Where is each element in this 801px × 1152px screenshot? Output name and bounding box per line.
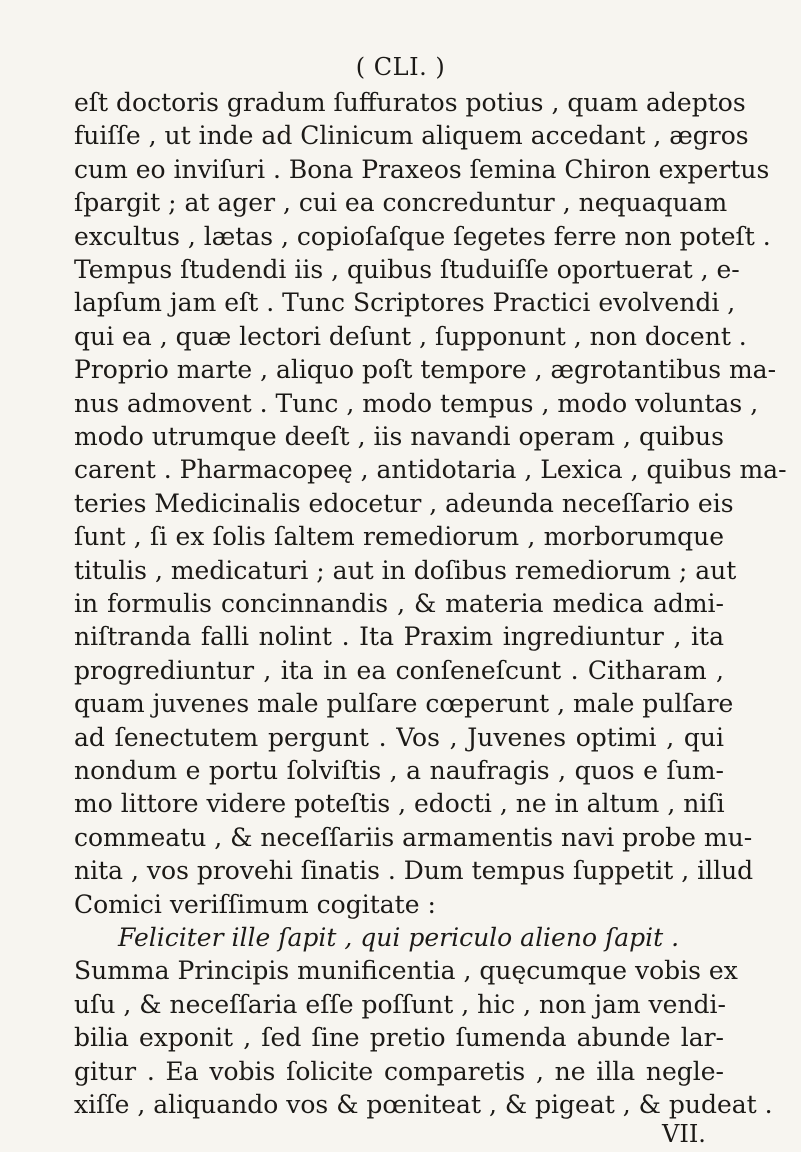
text-line: uſu , & neceſſaria eſſe poſſunt , hic , non jam vendi- (74, 989, 727, 1019)
text-line: ſpargit ; at ager , cui ea concreduntur , nequaquam (74, 188, 728, 218)
text-line: cum eo inviſuri . Bona Praxeos ſemina Chiron expertus (74, 154, 770, 184)
quotation-line: Feliciter ille ſapit , qui periculo alieno ſapit . (118, 923, 680, 952)
text-line: xiſſe , aliquando vos & pœniteat , & pigeat , & pudeat . (74, 1090, 773, 1119)
text-line: commeatu , & neceſſariis armamentis navi probe mu- (74, 822, 753, 852)
text-line: modo utrumque deeſt , iis navandi operam , quibus (74, 422, 724, 451)
text-line: gitur . Ea vobis ſolicite comparetis , ne illa negle- (74, 1056, 724, 1086)
text-line: in formulis concinnandis , & materia medica admi- (74, 589, 724, 618)
text-line: bilia exponit , ſed ſine pretio ſumenda abunde lar- (74, 1023, 724, 1053)
text-line: niſtranda falli nolint . Ita Praxim ingrediuntur , ita (74, 622, 724, 652)
text-line: progrediuntur , ita in ea conſeneſcunt . Citharam , (74, 655, 724, 685)
catchword: VII. (662, 1120, 706, 1149)
text-line: Summa Principis munificentia , quęcumque vobis ex (74, 956, 738, 986)
text-line: eſt doctoris gradum ſuffuratos potius , quam adeptos (74, 88, 746, 117)
text-line: mo littore videre poteſtis , edocti , ne in altum , niſi (74, 789, 725, 819)
text-line: teries Medicinalis edocetur , adeunda neceſſario eis (74, 488, 734, 518)
text-line: carent . Pharmacopeę , antidotaria , Lexica , quibus ma- (74, 455, 787, 485)
text-line: excultus , lætas , copioſaſque ſegetes ferre non poteſt . (74, 221, 771, 251)
text-line: Tempus ſtudendi iis , quibus ſtuduiſſe oportuerat , e- (74, 255, 740, 284)
text-line: ad ſenectutem pergunt . Vos , Juvenes optimi , qui (74, 722, 724, 752)
text-line: titulis , medicaturi ; aut in doſibus remediorum ; aut (74, 555, 737, 585)
page-number-header: ( CLI. ) (355, 53, 446, 81)
text-line: Comici veriſſimum cogitate : (74, 889, 436, 919)
text-line: nus admovent . Tunc , modo tempus , modo voluntas , (74, 388, 759, 418)
text-line: ſunt , ſi ex ſolis ſaltem remediorum , morborumque (74, 522, 724, 552)
text-line: nita , vos provehi ſinatis . Dum tempus ſuppetit , illud (74, 856, 754, 886)
text-line: quam juvenes male pulſare cœperunt , male pulſare (74, 689, 734, 719)
text-line: qui ea , quæ lectori deſunt , ſupponunt , non docent . (74, 321, 747, 351)
text-line: lapſum jam eſt . Tunc Scriptores Practici evolvendi , (74, 288, 736, 318)
text-line: Proprio marte , aliquo poſt tempore , ægrotantibus ma- (74, 355, 777, 385)
text-line: fuiſſe , ut inde ad Clinicum aliquem accedant , ægros (74, 121, 749, 151)
text-line: nondum e portu ſolviſtis , a naufragis , quos e ſum- (74, 756, 724, 785)
